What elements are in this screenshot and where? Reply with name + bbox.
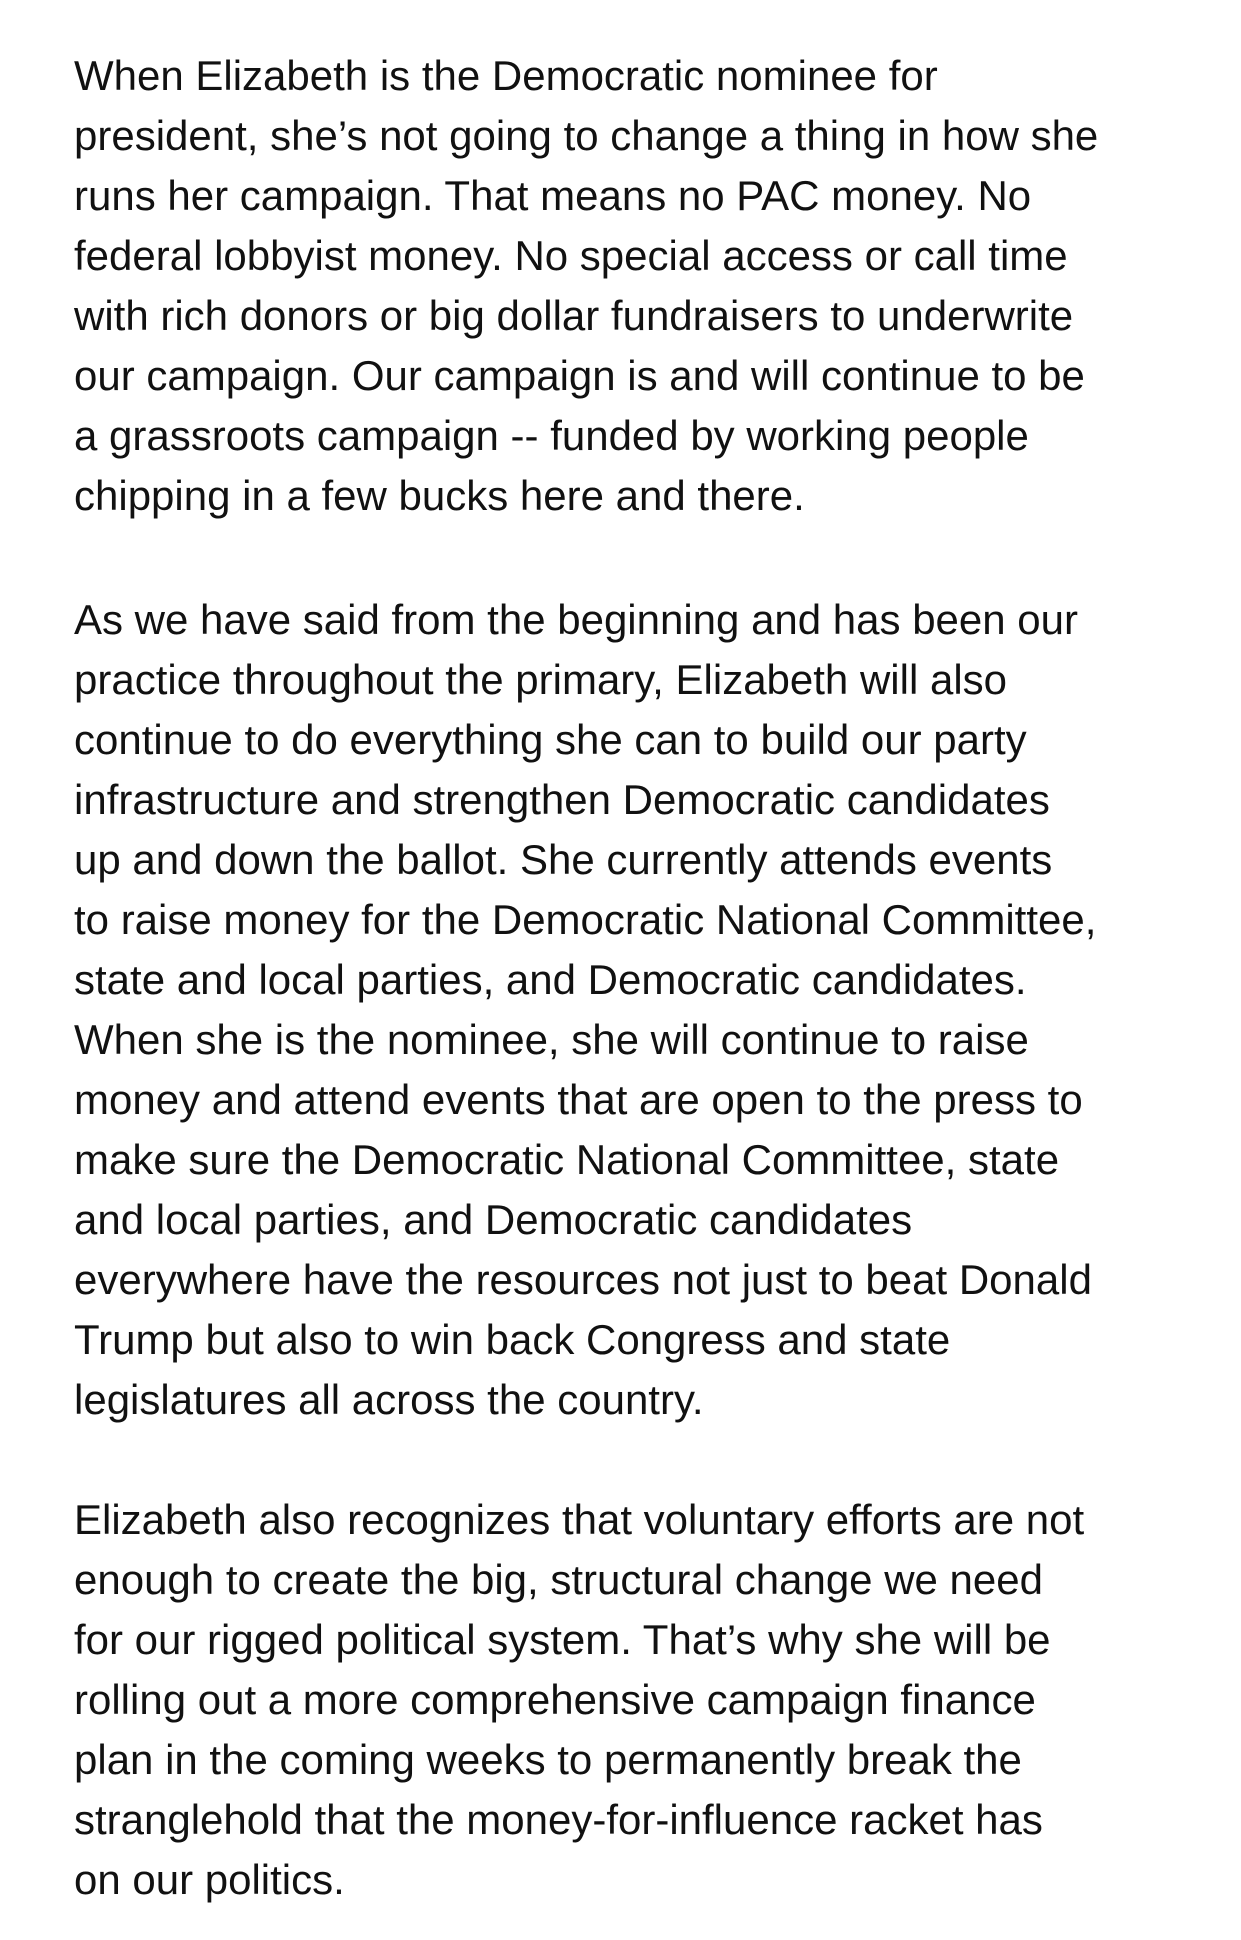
text-line: a grassroots campaign -- funded by working people [74, 412, 1029, 459]
text-line: continue to do everything she can to build our party [74, 716, 1027, 763]
text-line: When she is the nominee, she will continue to raise [74, 1016, 1029, 1063]
text-line: Elizabeth also recognizes that voluntary efforts are not [74, 1496, 1085, 1543]
paragraph-party-infrastructure [74, 590, 1204, 1430]
text-line: on our politics. [74, 1856, 345, 1903]
text-line: state and local parties, and Democratic candidates. [74, 956, 1027, 1003]
paragraph-nominee-campaign [74, 46, 1204, 526]
text-line: enough to create the big, structural change we need [74, 1556, 1043, 1603]
text-line: federal lobbyist money. No special access or call time [74, 232, 1068, 279]
text-line: legislatures all across the country. [74, 1376, 704, 1423]
text-line: As we have said from the beginning and has been our [74, 596, 1079, 643]
text-line: rolling out a more comprehensive campaign finance [74, 1676, 1036, 1723]
text-line: make sure the Democratic National Committee, state [74, 1136, 1060, 1183]
text-line: to raise money for the Democratic National Committee, [74, 896, 1097, 943]
text-line: and local parties, and Democratic candidates [74, 1196, 913, 1243]
text-line: chipping in a few bucks here and there. [74, 472, 805, 519]
text-line: up and down the ballot. She currently attends events [74, 836, 1053, 883]
text-line: for our rigged political system. That’s why she will be [74, 1616, 1051, 1663]
text-line: everywhere have the resources not just to beat Donald [74, 1256, 1092, 1303]
text-line: with rich donors or big dollar fundraisers to underwrite [74, 292, 1074, 339]
text-line: our campaign. Our campaign is and will continue to be [74, 352, 1085, 399]
text-line: infrastructure and strengthen Democratic candidates [74, 776, 1050, 823]
text-line: When Elizabeth is the Democratic nominee for [74, 52, 938, 99]
text-line: runs her campaign. That means no PAC money. No [74, 172, 1032, 219]
text-line: president, she’s not going to change a thing in how she [74, 112, 1099, 159]
paragraph-campaign-finance-plan [74, 1490, 1204, 1910]
text-line: stranglehold that the money-for-influence racket has [74, 1796, 1043, 1843]
text-line: Trump but also to win back Congress and state [74, 1316, 951, 1363]
text-line: practice throughout the primary, Elizabeth will also [74, 656, 1008, 703]
text-line: plan in the coming weeks to permanently break the [74, 1736, 1022, 1783]
text-line: money and attend events that are open to the press to [74, 1076, 1083, 1123]
